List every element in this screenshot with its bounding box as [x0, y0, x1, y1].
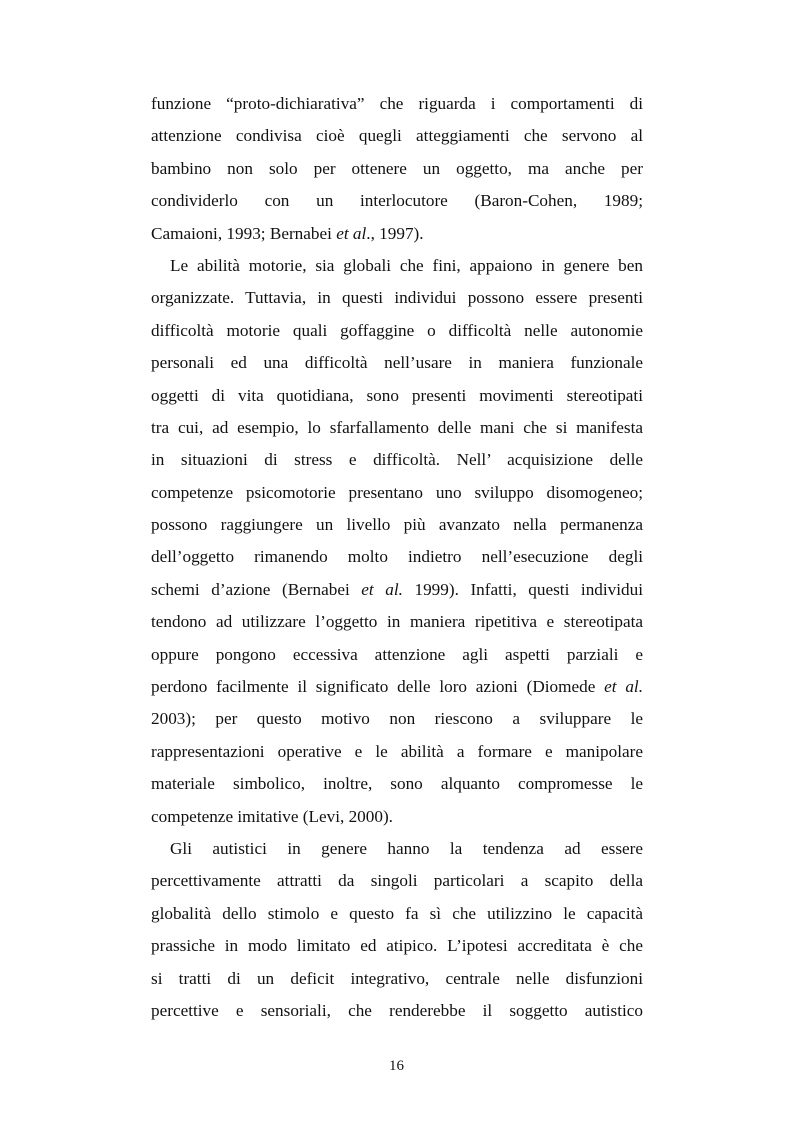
text-run: ., 1997). [366, 223, 424, 243]
text-line: in situazioni di stress e difficoltà. Nell’ acquisizione delle [151, 450, 643, 470]
text-line: personali ed una difficoltà nell’usare in maniera funzionale [151, 353, 643, 373]
italic-text: et al. [604, 677, 643, 697]
text-line: oppure pongono eccessiva attenzione agli aspetti parziali e [151, 644, 643, 664]
body-text [151, 88, 643, 1027]
text-line: percettive e sensoriali, che renderebbe il soggetto autistico [151, 1000, 643, 1020]
text-line: oggetti di vita quotidiana, sono presenti movimenti stereotipati [151, 385, 643, 405]
text-line: percettivamente attratti da singoli particolari a scapito della [151, 871, 643, 891]
text-line: prassiche in modo limitato ed atipico. L’ipotesi accreditata è che [151, 936, 643, 956]
text-line: globalità dello stimolo e questo fa sì che utilizzino le capacità [151, 903, 643, 923]
text-line: bambino non solo per ottenere un oggetto, ma anche per [151, 158, 643, 178]
text-line [151, 574, 643, 606]
text-line: condividerlo con un interlocutore (Baron-Cohen, 1989; [151, 191, 643, 211]
text-line: Gli autistici in genere hanno la tendenza ad essere [170, 838, 643, 858]
text-line: Le abilità motorie, sia globali che fini, appaiono in genere ben [170, 255, 643, 275]
text-line [151, 218, 643, 250]
text-line [151, 671, 643, 703]
text-run: 1999). Infatti, questi individui [402, 579, 643, 599]
text-line: tendono ad utilizzare l’oggetto in maniera ripetitiva e stereotipata [151, 612, 643, 632]
text-line: competenze imitative (Levi, 2000). [151, 806, 393, 826]
text-line: rappresentazioni operative e le abilità a formare e manipolare [151, 741, 643, 761]
italic-text: et al. [361, 579, 403, 599]
text-line: difficoltà motorie quali goffaggine o difficoltà nelle autonomie [151, 320, 643, 340]
text-line: tra cui, ad esempio, lo sfarfallamento delle mani che si manifesta [151, 417, 643, 437]
text-run: perdono facilmente il significato delle loro azioni (Diomede [151, 677, 605, 697]
text-line: possono raggiungere un livello più avanzato nella permanenza [151, 515, 643, 535]
italic-text: et al [336, 223, 367, 243]
text-line: attenzione condivisa cioè quegli atteggiamenti che servono al [151, 126, 643, 146]
text-line: dell’oggetto rimanendo molto indietro nell’esecuzione degli [151, 547, 643, 567]
text-line: competenze psicomotorie presentano uno sviluppo disomogeneo; [151, 482, 643, 502]
text-run: Camaioni, 1993; Bernabei [151, 223, 337, 243]
text-line: si tratti di un deficit integrativo, centrale nelle disfunzioni [151, 968, 643, 988]
text-line: funzione “proto-dichiarativa” che riguarda i comportamenti di [151, 94, 643, 113]
text-run: schemi d’azione (Bernabei [151, 579, 362, 599]
text-line: 2003); per questo motivo non riescono a sviluppare le [151, 709, 643, 729]
text-line: materiale simbolico, inoltre, sono alquanto compromesse le [151, 774, 643, 794]
text-line: organizzate. Tuttavia, in questi individui possono essere presenti [151, 288, 643, 308]
page-number: 16 [389, 1058, 404, 1074]
